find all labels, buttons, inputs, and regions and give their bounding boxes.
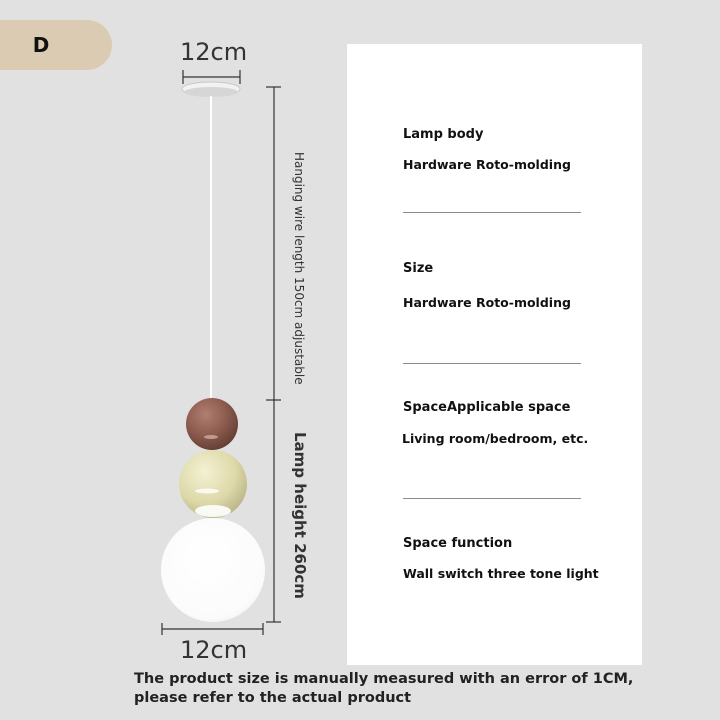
measurement-footnote: The product size is manually measured with an error of 1CM, please refer to the actual product <box>134 671 634 706</box>
spec-value-lamp-body: Hardware Roto-molding <box>403 157 571 172</box>
divider <box>403 498 581 499</box>
canopy-width-label: 12cm <box>180 38 248 66</box>
globe-dimension-line <box>162 623 263 635</box>
divider <box>403 212 581 213</box>
spec-value-space-function: Wall switch three tone light <box>403 566 599 581</box>
divider <box>403 363 581 364</box>
spec-value-size: Hardware Roto-molding <box>403 295 571 310</box>
spec-panel <box>347 44 642 665</box>
lamp-height-label: Lamp height 260cm <box>291 432 309 599</box>
variant-badge-label: D <box>32 33 50 57</box>
height-dimension-line <box>266 87 281 622</box>
wire-length-label: Hanging wire length 150cm adjustable <box>292 152 306 385</box>
spec-title-size: Size <box>403 261 434 276</box>
ceiling-canopy <box>182 82 240 97</box>
glass-globe <box>161 518 265 622</box>
spec-title-space-function: Space function <box>403 536 513 551</box>
spec-title-lamp-body: Lamp body <box>403 127 484 142</box>
brown-ball <box>186 398 238 450</box>
globe-width-label: 12cm <box>180 636 248 664</box>
spec-title-applicable-space: SpaceApplicable space <box>403 400 571 415</box>
spec-value-applicable-space: Living room/bedroom, etc. <box>402 431 589 446</box>
